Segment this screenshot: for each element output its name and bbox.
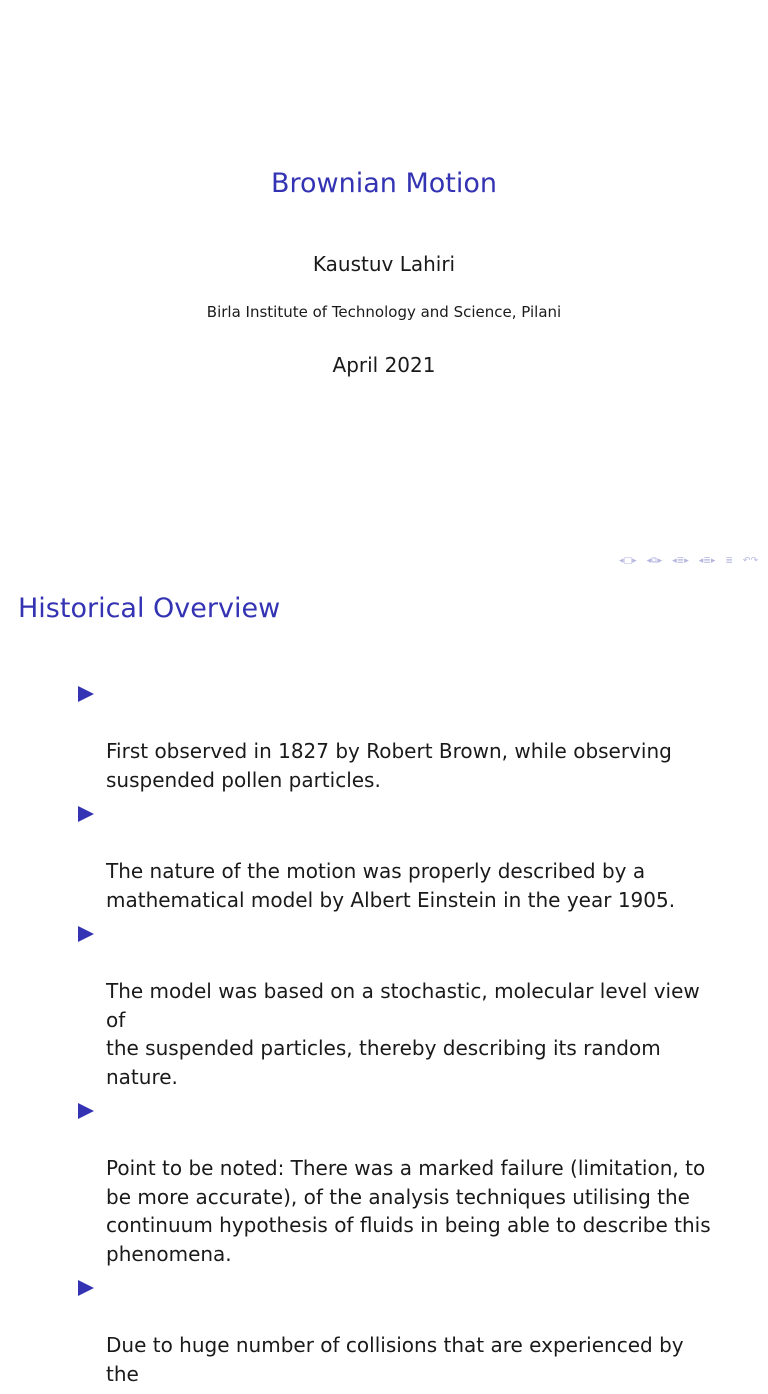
document-prev-icon[interactable]: ◂ (698, 556, 704, 566)
list-item (76, 1274, 716, 1388)
subsection-icon[interactable]: ⧉ (651, 556, 658, 566)
presentation-title: Brownian Motion (270, 168, 498, 199)
title-slide (0, 0, 768, 576)
bullet-text: The nature of the motion was properly described by a mathematical model by Albert Einstein in the year 1905. (106, 859, 676, 912)
frame-prev-icon[interactable]: ◂ (619, 556, 624, 566)
presentation-date: April 2021 (332, 353, 436, 377)
author-name: Kaustuv Lahiri (312, 252, 456, 276)
triangle-bullet-icon (78, 926, 94, 942)
beamer-navigation-bar (619, 556, 758, 566)
frame-icon[interactable]: □ (623, 556, 633, 566)
bullet-text: Due to huge number of collisions that are experienced by the (106, 1333, 684, 1386)
bullet-text: First observed in 1827 by Robert Brown, while observing suspended pollen particles. (106, 739, 672, 792)
document-next-icon[interactable]: ▸ (710, 556, 716, 566)
bullet-list (76, 680, 716, 1394)
section-icon[interactable]: ≣ (676, 556, 685, 566)
list-item (76, 1097, 716, 1268)
list-item (76, 920, 716, 1091)
frame-next-icon[interactable]: ▸ (632, 556, 637, 566)
triangle-bullet-icon (78, 806, 94, 822)
triangle-bullet-icon (78, 1280, 94, 1296)
section-next-icon[interactable]: ▸ (684, 556, 689, 566)
historical-overview-slide (0, 576, 768, 1386)
list-item (76, 800, 716, 914)
institute-name: Birla Institute of Technology and Science, Pilani (206, 303, 562, 321)
subsection-next-icon[interactable]: ▸ (657, 556, 663, 566)
menu-icon[interactable]: ≣ (725, 556, 733, 566)
triangle-bullet-icon (78, 686, 94, 702)
bullet-text: The model was based on a stochastic, molecular level view of the suspended particles, thereby describing its random nature. (106, 979, 700, 1089)
document-icon[interactable]: ≣ (703, 556, 711, 566)
search-undo-redo-icon[interactable]: ↶↷ (742, 556, 758, 566)
section-prev-icon[interactable]: ◂ (672, 556, 677, 566)
bullet-text: Point to be noted: There was a marked failure (limitation, to be more accurate), of the analysis techniques utilising the continuum hypothesis of fluids in being able to describe this phenomena. (106, 1156, 711, 1266)
list-item (76, 680, 716, 794)
subsection-prev-icon[interactable]: ◂ (646, 556, 652, 566)
triangle-bullet-icon (78, 1103, 94, 1119)
frame-title: Historical Overview (18, 593, 281, 624)
